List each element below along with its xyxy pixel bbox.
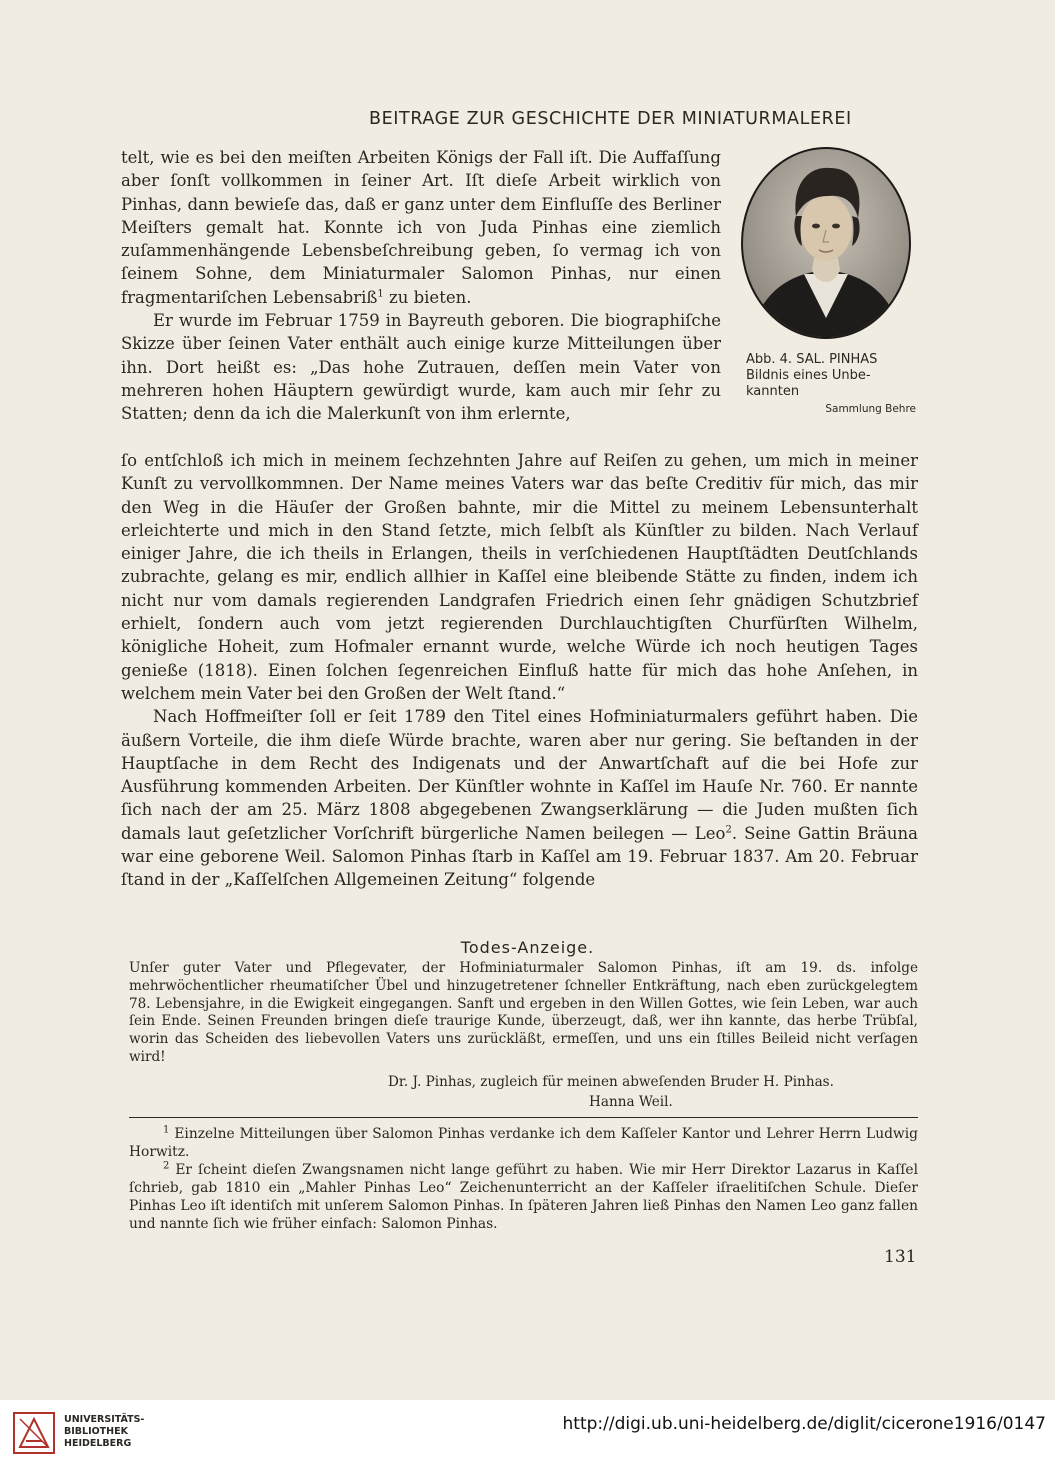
death-notice-signature-2: Hanna Weil.: [589, 1094, 673, 1110]
caption-credit: Sammlung Behre: [825, 403, 916, 415]
death-notice-text: Unſer guter Vater und Pflegevater, der Hofminiaturmaler Salomon Pinhas, iſt am 19. ds. infolge mehrwöchentlicher rheumatiſcher Übel und hinzugetretener ſchneller Entkräftung, nach eben zurückgelegtem 78. Lebensjahre, in die Ewigkeit eingegangen. Sanft und ergeben in den Willen Gottes, wie ſein Leben, war auch ſein Ende. Seinen Freunden bringen dieſe traurige Kunde, überzeugt, daß, wer ihn kannte, das herbe Trübſal, worin das Scheiden des liebevollen Vaters uns zurückläßt, ermeſſen, und uns ein ſtilles Beileid nicht verſagen wird!: [129, 960, 918, 1065]
body-text-full: [121, 449, 918, 892]
paragraph-3-end: . Seine Gattin Bräuna war eine geborene Weil. Salomon Pinhas ſtarb in Kaſſel am 19. Februar 1837. Am 20. Februar ſtand in der „Kaſſelſchen Allgemeinen Zeitung“ folgende: [121, 823, 918, 890]
body-text-top: [121, 146, 918, 426]
footnote-ref-1[interactable]: 1: [377, 288, 384, 300]
caption-line-1: Bildnis eines Unbe-: [746, 368, 871, 383]
library-name-line-1: UNIVERSITÄTS-: [64, 1414, 145, 1425]
paragraph-2-start: Er wurde im Februar 1759 in Bayreuth geboren. Die biographiſche Skizze über ſeinen Vater enthält auch einige kurze Mitteilungen über ihn. Dort heißt es: „Das hohe Zutrauen, deſſen mein Vater von mehreren hohen Häuptern gewürdigt wurde, kam auch mir ſehr zu Statten; denn da ich die Malerkunſt von ihm erlernte,: [121, 311, 721, 424]
library-name-line-3: HEIDELBERG: [64, 1438, 132, 1449]
caption-line-2: kannten: [746, 384, 800, 399]
paragraph-1-end: zu bieten.: [383, 287, 472, 307]
footnote-rule: [129, 1117, 918, 1118]
footnote-1-mark: 1: [163, 1124, 170, 1136]
permalink-url[interactable]: http://digi.ub.uni-heidelberg.de/diglit/cicerone1916/0147: [562, 1414, 1046, 1434]
death-notice-title: Todes-Anzeige.: [460, 938, 595, 957]
paragraph-1-text: telt, wie es bei den meiſten Arbeiten Königs der Fall iſt. Die Auffaſſung aber ſonſt vollkommen in ſeiner Art. Iſt dieſe Arbeit wirklich von Pinhas, dann bewieſe das, daß er ganz unter dem Einfluſſe des Berliner Meiſters gemalt hat. Konnte ich von Juda Pinhas eine ziemlich zuſammenhängende Lebensbeſchreibung geben, ſo vermag ich von ſeinem Sohne, dem Miniaturmaler Salomon Pinhas, nur einen fragmentariſchen Lebensabriß: [121, 148, 721, 307]
paragraph-3-text: Nach Hoffmeiſter ſoll er ſeit 1789 den Titel eines Hofminiaturmalers geführt haben. Die äußern Vorteile, die ihm dieſe Würde brachte, waren aber nur gering. Sie beſtanden in der Hauptſache in dem Recht des Indigenats und der Anwartſchaft auf die bei Hofe zur Ausführung kommenden Arbeiten. Der Künſtler wohnte in Kaſſel im Hauſe Nr. 760. Er nannte ſich nach der am 25. März 1808 abgegebenen Zwangserklärung — die Juden mußten ſich damals laut geſetzlicher Vorſchrift bürgerliche Namen beilegen — Leo: [121, 707, 918, 843]
footnote-2: [129, 1161, 918, 1233]
footnote-1-text: Einzelne Mitteilungen über Salomon Pinhas verdanke ich dem Kaſſeler Kantor und Lehrer Herrn Ludwig Horwitz.: [129, 1126, 918, 1160]
footnotes: [129, 1125, 918, 1233]
footnote-2-mark: 2: [163, 1160, 170, 1172]
footnote-2-text: Er ſcheint dieſen Zwangsnamen nicht lange geführt zu haben. Wie mir Herr Direktor Lazarus in Kaſſel ſchrieb, gab 1810 ein „Mahler Pinhas Leo“ Zeichenunterricht an der Kaſſeler iſraelitiſchen Schule. Dieſer Pinhas Leo iſt identiſch mit unſerem Salomon Pinhas. In ſpäteren Jahren ließ Pinhas den Namen Leo ganz fallen und nannte ſich wie früher einfach: Salomon Pinhas.: [129, 1162, 918, 1232]
library-name[interactable]: [64, 1414, 144, 1450]
paragraph-1: [121, 146, 721, 309]
running-head: BEITRAGE ZUR GESCHICHTE DER MINIATURMALEREI: [369, 109, 852, 129]
paragraph-2-continued: ſo entſchloß ich mich in meinem ſechzehnten Jahre auf Reiſen zu gehen, um mich in meiner Kunſt zu vervollkommnen. Der Name meines Vaters war das beſte Creditiv für mich, das mir den Weg in die Häuſer der Großen bahnte, mir die Mittel zu meinem Lebensunterhalt erleichterte und mich in den Stand ſetzte, mich ſelbſt als Künſtler zu bilden. Nach Verlauf einiger Jahre, die ich theils in Erlangen, theils in verſchiedenen Hauptſtädten Deutſchlands zubrachte, gelang es mir, endlich allhier in Kaſſel eine bleibende Stätte zu finden, indem ich nicht nur vom damals regierenden Landgrafen Friedrich einen ſehr gnädigen Schutzbrief erhielt, ſondern auch vom jetzt regierenden Durchlauchtigſten Churfürſten Wilhelm, königliche Hoheit, zum Hofmaler ernannt wurde, welche Würde ich noch heutigen Tages genieße (1818). Einen ſolchen ſegenreichen Einfluß hatte für mich das hohe Anſehen, in welchem mein Vater bei den Großen der Welt ſtand.“: [121, 451, 918, 703]
death-notice-signature-1: Dr. J. Pinhas, zugleich für meinen abweſenden Bruder H. Pinhas.: [388, 1074, 834, 1090]
library-logo-icon[interactable]: [12, 1411, 56, 1455]
footnote-ref-2[interactable]: 2: [725, 824, 732, 836]
footnote-1: [129, 1125, 918, 1161]
caption-label: Abb. 4. SAL. PINHAS: [746, 352, 878, 367]
library-name-line-2: BIBLIOTHEK: [64, 1426, 128, 1437]
viewer-footer: [0, 1400, 1055, 1480]
paragraph-3: [121, 705, 918, 891]
page-number: 131: [884, 1247, 917, 1267]
